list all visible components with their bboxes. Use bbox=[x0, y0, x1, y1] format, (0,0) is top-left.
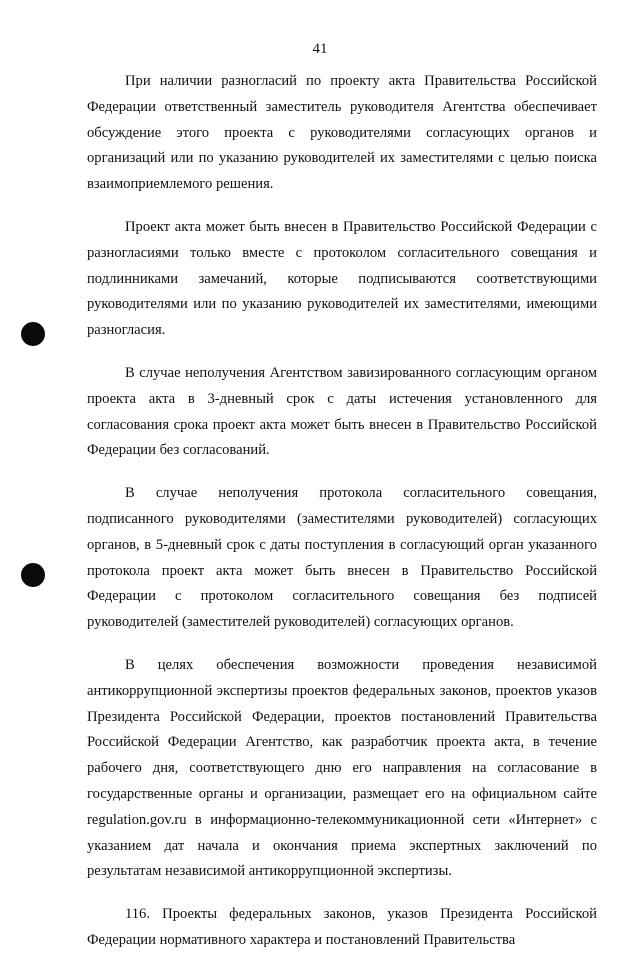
paragraph: В случае неполучения Агентством завизированного согласующим органом проекта акта в 3-дневный срок с даты истечения установленного для согласования срока проект акта может быть внесен в Правительство Российской Федерации без согласований. bbox=[87, 364, 597, 459]
paragraph: Проект акта может быть внесен в Правительство Российской Федерации с разногласиями только вместе с протоколом согласительного совещания и подлинниками замечаний, которые подписываются соответствующими руководителями или по указанию руководителей их заместителями, имеющими разногласия. bbox=[87, 218, 597, 339]
punch-hole-mark bbox=[21, 563, 45, 587]
paragraph: 116. Проекты федеральных законов, указов Президента Российской Федерации нормативного характера и постановлений Правительства bbox=[87, 906, 597, 948]
page-number: 41 bbox=[312, 41, 328, 57]
punch-hole-mark bbox=[21, 322, 45, 346]
paragraph: В случае неполучения протокола согласительного совещания, подписанного руководителями (заместителями руководителей) согласующих органов, в 5-дневный срок с даты поступления в согласующий орган указанного протокола проект акта может быть внесен в Правительство Российской Федерации с протоколом согласительного совещания без подписей руководителей (заместителей руководителей) согласующих органов. bbox=[87, 485, 597, 631]
document-body bbox=[87, 69, 597, 954]
paragraph: В целях обеспечения возможности проведения независимой антикоррупционной экспертизы проектов федеральных законов, проектов указов Президента Российской Федерации, проектов постановлений Правительства Российской Федерации Агентство, как разработчик проекта акта, в течение рабочего дня, соответствующего дню его направления на согласование в государственные органы и организации, размещает его на официальном сайте regulation.gov.ru в информационно-телекоммуникационной сети «Интернет» с указанием дат начала и окончания приема экспертных заключений по результатам независимой антикоррупционной экспертизы. bbox=[87, 656, 597, 880]
paragraph: При наличии разногласий по проекту акта Правительства Российской Федерации ответственный заместитель руководителя Агентства обеспечивает обсуждение этого проекта с руководителями согласующих органов и организаций или по указанию руководителей их заместителями с целью поиска взаимоприемлемого решения. bbox=[87, 73, 597, 193]
